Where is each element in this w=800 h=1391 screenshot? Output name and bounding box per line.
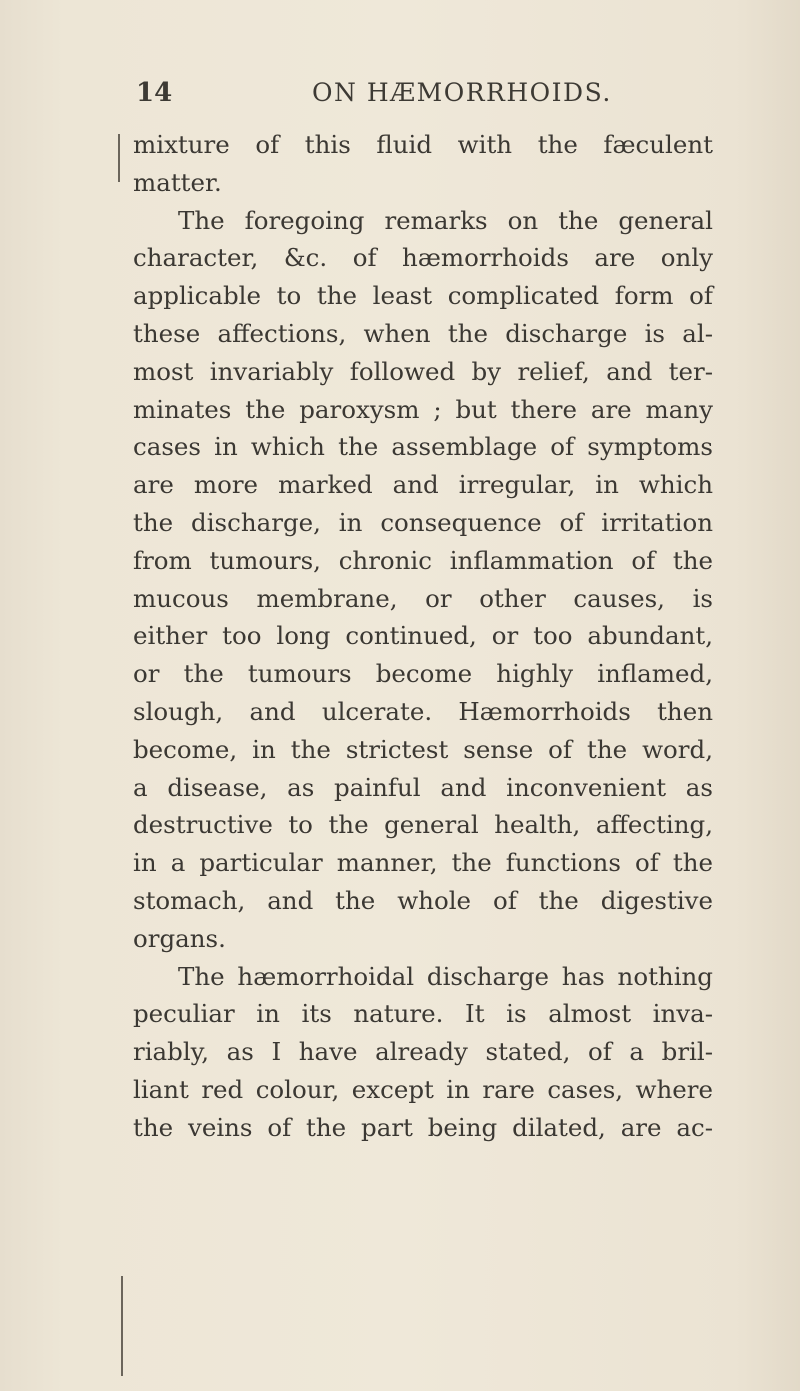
text-line: the veins of the part being dilated, are ac- (133, 1112, 713, 1142)
text-line: either too long continued, or too abundant, (133, 621, 713, 651)
text-line: the discharge, in consequence of irritation (133, 507, 713, 537)
text-line: most invariably followed by relief, and ter- (133, 356, 713, 386)
margin-mark-top (118, 134, 120, 182)
text-line: mucous membrane, or other causes, is (133, 583, 713, 613)
text-line: riably, as I have already stated, of a bril- (133, 1037, 713, 1067)
text-line: or the tumours become highly inflamed, (133, 659, 713, 689)
text-line: peculiar in its nature. It is almost inva- (133, 999, 713, 1029)
text-line: liant red colour, except in rare cases, where (133, 1074, 713, 1104)
text-line: applicable to the least complicated form of (133, 281, 713, 311)
text-line: in a particular manner, the functions of the (133, 848, 713, 878)
page-number: 14 (136, 78, 173, 108)
text-line: from tumours, chronic inflammation of the (133, 545, 713, 575)
text-line: mixture of this fluid with the fæculent (133, 130, 713, 159)
text-line: cases in which the assemblage of symptoms (133, 432, 713, 462)
text-line: are more marked and irregular, in which (133, 470, 713, 500)
text-line: The hæmorrhoidal discharge has nothing (178, 961, 713, 991)
text-line: become, in the strictest sense of the word, (133, 734, 713, 764)
text-line: The foregoing remarks on the general (178, 205, 713, 235)
running-title: ON HÆMORRHOIDS. (312, 78, 612, 107)
text-line: slough, and ulcerate. Hæmorrhoids then (133, 696, 713, 726)
text-line: organs. (133, 923, 226, 953)
text-line: matter. (133, 167, 222, 197)
body-text (133, 126, 713, 1147)
text-line: a disease, as painful and inconvenient as (133, 772, 713, 802)
text-line: these affections, when the discharge is al- (133, 318, 713, 348)
page-header (0, 78, 800, 114)
text-line: minates the paroxysm ; but there are many (133, 394, 713, 424)
text-line: character, &c. of hæmorrhoids are only (133, 243, 713, 273)
margin-mark-bottom (121, 1276, 123, 1376)
text-line: stomach, and the whole of the digestive (133, 885, 713, 915)
text-line: destructive to the general health, affecting, (133, 810, 713, 840)
